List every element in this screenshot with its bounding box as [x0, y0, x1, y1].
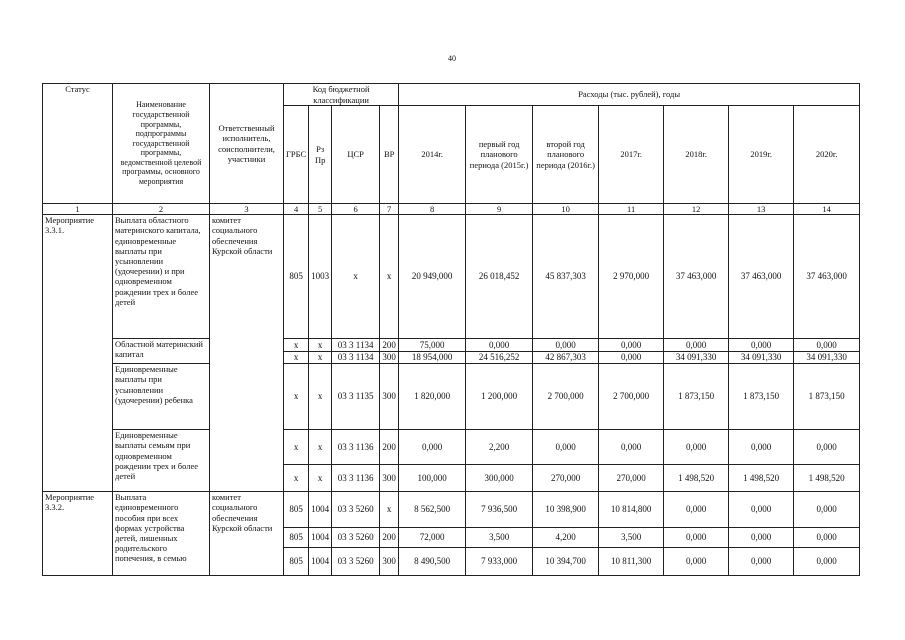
amount-cell: 10 811,300: [599, 548, 664, 576]
grbs-cell: х: [284, 364, 309, 430]
amount-cell: 7 936,500: [466, 492, 533, 528]
amount-cell: 37 463,000: [729, 215, 794, 339]
grbs-cell: х: [284, 339, 309, 352]
measure-name: Выплата единовременного пособия при всех формах устройства детей, лишенных родительского попечения, в семью: [113, 492, 210, 576]
rzpr-cell: х: [309, 339, 332, 352]
col-number: 5: [309, 204, 332, 215]
amount-cell: 1 820,000: [399, 364, 466, 430]
amount-cell: 3,500: [599, 528, 664, 548]
amount-cell: 0,000: [466, 339, 533, 352]
header-2019: 2019г.: [729, 106, 794, 204]
amount-cell: 0,000: [664, 430, 729, 465]
col-number: 3: [210, 204, 284, 215]
rzpr-cell: х: [309, 352, 332, 364]
amount-cell: 34 091,330: [794, 352, 860, 364]
amount-cell: 1 498,520: [794, 465, 860, 492]
amount-cell: 0,000: [729, 528, 794, 548]
amount-cell: 4,200: [533, 528, 599, 548]
amount-cell: 0,000: [794, 339, 860, 352]
amount-cell: 0,000: [599, 352, 664, 364]
amount-cell: 2 700,000: [533, 364, 599, 430]
header-2018: 2018г.: [664, 106, 729, 204]
status-cell: Мероприятие 3.3.2.: [43, 492, 113, 576]
amount-cell: 1 873,150: [664, 364, 729, 430]
amount-cell: 75,000: [399, 339, 466, 352]
amount-cell: 2 700,000: [599, 364, 664, 430]
amount-cell: 34 091,330: [664, 352, 729, 364]
header-grbs: ГРБС: [284, 106, 309, 204]
vr-cell: х: [380, 215, 399, 339]
amount-cell: 20 949,000: [399, 215, 466, 339]
header-2017: 2017г.: [599, 106, 664, 204]
status-cell: Мероприятие 3.3.1.: [43, 215, 113, 492]
header-budget-code: Код бюджетной классификации: [284, 84, 399, 106]
col-number: 9: [466, 204, 533, 215]
header-2015: первый год планового периода (2015г.): [466, 106, 533, 204]
table-row: [43, 364, 860, 430]
amount-cell: 8 562,500: [399, 492, 466, 528]
rzpr-cell: 1004: [309, 548, 332, 576]
header-executor: Ответственный исполнитель, соисполнители, участники: [210, 84, 284, 204]
sub-measure-name: Областной материнский капитал: [113, 339, 210, 364]
header-csr: ЦСР: [332, 106, 380, 204]
measure-name: Выплата областного материнского капитала, единовременные выплаты при усыновлении (удочерении) и при одновременном рождении трех и более детей: [113, 215, 210, 339]
table-row: [43, 492, 860, 528]
csr-cell: 03 3 1134: [332, 339, 380, 352]
header-vr: ВР: [380, 106, 399, 204]
amount-cell: 10 814,800: [599, 492, 664, 528]
grbs-cell: 805: [284, 492, 309, 528]
amount-cell: 0,000: [794, 548, 860, 576]
col-number: 10: [533, 204, 599, 215]
amount-cell: 7 933,000: [466, 548, 533, 576]
amount-cell: 26 018,452: [466, 215, 533, 339]
vr-cell: 200: [380, 430, 399, 465]
amount-cell: 10 394,700: [533, 548, 599, 576]
sub-measure-name: Единовременные выплаты семьям при одновременном рождении трех и более детей: [113, 430, 210, 492]
col-number: 1: [43, 204, 113, 215]
csr-cell: 03 3 5260: [332, 492, 380, 528]
amount-cell: 37 463,000: [664, 215, 729, 339]
table-row: [43, 215, 860, 339]
col-number: 2: [113, 204, 210, 215]
column-number-row: [43, 204, 860, 215]
executor-cell: комитет социального обеспечения Курской области: [210, 492, 284, 576]
grbs-cell: 805: [284, 548, 309, 576]
header-2016: второй год планового периода (2016г.): [533, 106, 599, 204]
table-row: [43, 430, 860, 465]
amount-cell: 1 498,520: [664, 465, 729, 492]
rzpr-cell: х: [309, 465, 332, 492]
amount-cell: 10 398,900: [533, 492, 599, 528]
amount-cell: 1 873,150: [729, 364, 794, 430]
csr-cell: 03 3 1134: [332, 352, 380, 364]
sub-measure-name: Единовременные выплаты при усыновлении (удочерении) ребенка: [113, 364, 210, 430]
amount-cell: 72,000: [399, 528, 466, 548]
amount-cell: 270,000: [533, 465, 599, 492]
amount-cell: 100,000: [399, 465, 466, 492]
amount-cell: 0,000: [599, 430, 664, 465]
amount-cell: 0,000: [664, 548, 729, 576]
amount-cell: 0,000: [729, 548, 794, 576]
amount-cell: 0,000: [533, 339, 599, 352]
amount-cell: 0,000: [794, 492, 860, 528]
amount-cell: 1 873,150: [794, 364, 860, 430]
csr-cell: 03 3 1135: [332, 364, 380, 430]
grbs-cell: х: [284, 430, 309, 465]
amount-cell: 0,000: [533, 430, 599, 465]
csr-cell: 03 3 1136: [332, 465, 380, 492]
amount-cell: 45 837,303: [533, 215, 599, 339]
rzpr-cell: х: [309, 430, 332, 465]
amount-cell: 18 954,000: [399, 352, 466, 364]
grbs-cell: 805: [284, 215, 309, 339]
vr-cell: 300: [380, 548, 399, 576]
amount-cell: 3,500: [466, 528, 533, 548]
amount-cell: 34 091,330: [729, 352, 794, 364]
amount-cell: 0,000: [664, 492, 729, 528]
amount-cell: 37 463,000: [794, 215, 860, 339]
amount-cell: 0,000: [664, 339, 729, 352]
vr-cell: 200: [380, 528, 399, 548]
vr-cell: 200: [380, 339, 399, 352]
amount-cell: 0,000: [664, 528, 729, 548]
amount-cell: 8 490,500: [399, 548, 466, 576]
csr-cell: 03 3 5260: [332, 528, 380, 548]
vr-cell: 300: [380, 352, 399, 364]
amount-cell: 1 498,520: [729, 465, 794, 492]
amount-cell: 0,000: [794, 430, 860, 465]
header-rzpr: Рз Пр: [309, 106, 332, 204]
csr-cell: 03 3 5260: [332, 548, 380, 576]
page-number: 40: [448, 54, 456, 63]
col-number: 8: [399, 204, 466, 215]
grbs-cell: х: [284, 465, 309, 492]
csr-cell: 03 3 1136: [332, 430, 380, 465]
amount-cell: 0,000: [399, 430, 466, 465]
col-number: 7: [380, 204, 399, 215]
vr-cell: х: [380, 492, 399, 528]
csr-cell: х: [332, 215, 380, 339]
col-number: 13: [729, 204, 794, 215]
amount-cell: 0,000: [729, 430, 794, 465]
header-2020: 2020г.: [794, 106, 860, 204]
header-name: Наименование государственной программы, подпрограммы государственной программы, ведомственной целевой программы, основного мероприятия: [113, 84, 210, 204]
amount-cell: 270,000: [599, 465, 664, 492]
header-status: Статус: [43, 84, 113, 204]
rzpr-cell: 1004: [309, 528, 332, 548]
amount-cell: 42 867,303: [533, 352, 599, 364]
budget-table: [42, 83, 860, 576]
rzpr-cell: х: [309, 364, 332, 430]
amount-cell: 2 970,000: [599, 215, 664, 339]
vr-cell: 300: [380, 364, 399, 430]
header-2014: 2014г.: [399, 106, 466, 204]
amount-cell: 2,200: [466, 430, 533, 465]
table-row: [43, 339, 860, 352]
rzpr-cell: 1003: [309, 215, 332, 339]
amount-cell: 0,000: [729, 492, 794, 528]
amount-cell: 0,000: [794, 528, 860, 548]
vr-cell: 300: [380, 465, 399, 492]
header-row: [43, 84, 860, 106]
executor-cell: комитет социального обеспечения Курской области: [210, 215, 284, 492]
grbs-cell: 805: [284, 528, 309, 548]
col-number: 6: [332, 204, 380, 215]
amount-cell: 300,000: [466, 465, 533, 492]
amount-cell: 0,000: [729, 339, 794, 352]
amount-cell: 24 516,252: [466, 352, 533, 364]
rzpr-cell: 1004: [309, 492, 332, 528]
col-number: 4: [284, 204, 309, 215]
header-expenses: Расходы (тыс. рублей), годы: [399, 84, 860, 106]
grbs-cell: х: [284, 352, 309, 364]
amount-cell: 0,000: [599, 339, 664, 352]
col-number: 14: [794, 204, 860, 215]
col-number: 12: [664, 204, 729, 215]
amount-cell: 1 200,000: [466, 364, 533, 430]
col-number: 11: [599, 204, 664, 215]
